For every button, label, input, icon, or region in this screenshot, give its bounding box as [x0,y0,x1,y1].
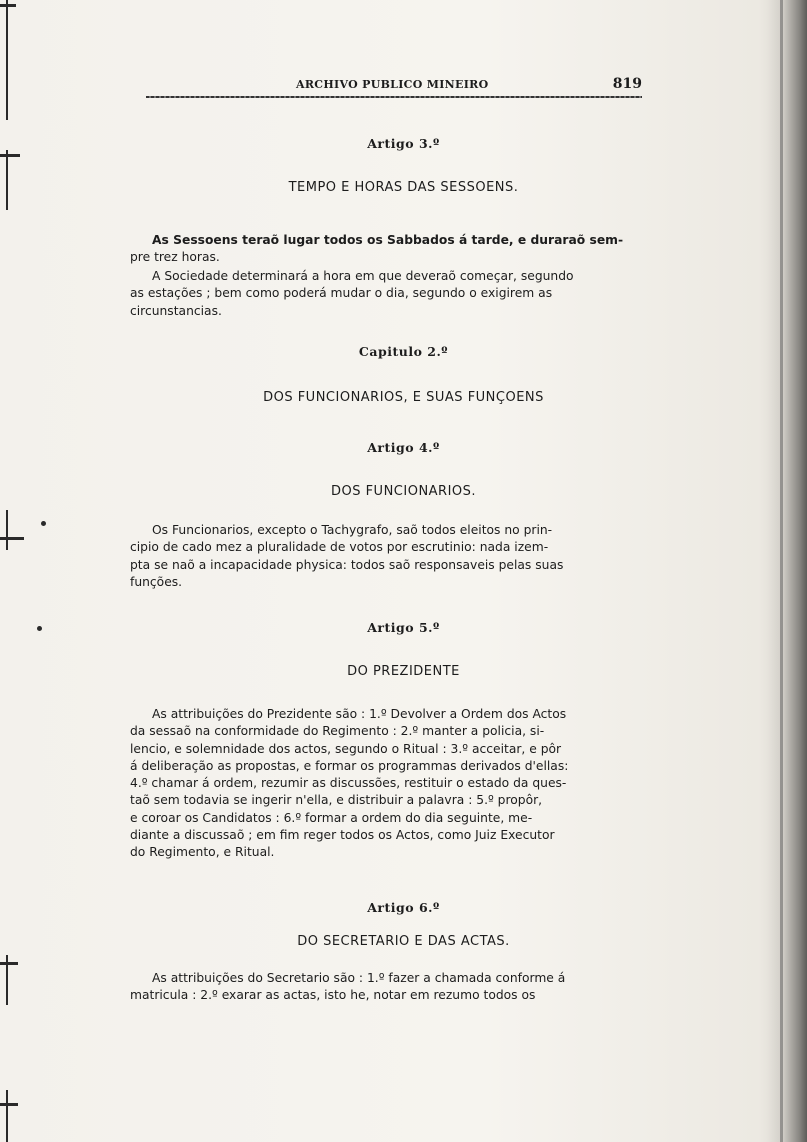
text-line: circunstancias. [130,303,222,318]
text-line: As attribuições do Secretario são : 1.º fazer a chamada conforme á [152,971,566,985]
article-6-paragraph-1 [130,970,640,1005]
binding-edge-tick [0,1103,18,1106]
article-4-heading: DOS FUNCIONARIOS. [330,484,477,499]
text-line: pta se naõ a incapacidade physica: todos saõ responsaveis pelas suas [130,557,564,572]
binding-edge-line [6,1090,8,1142]
text-line: taõ sem todavia se ingerir n'ella, e distribuir a palavra : 5.º propôr, [130,793,543,808]
text-line: A Sociedade determinará a hora em que deveraõ começar, segundo [152,269,574,283]
page-number: 819 [612,76,642,92]
text-line: do Regimento, e Ritual. [130,845,275,860]
article-6-title: Artigo 6.º [367,900,440,915]
text-line: funções. [130,574,183,589]
article-5-heading: DO PREZIDENTE [347,664,460,679]
running-head: ARCHIVO PUBLICO MINEIRO [296,78,489,91]
page-header [146,76,642,98]
binding-edge-line [6,0,8,120]
chapter-2-heading: DOS FUNCIONARIOS, E SUAS FUNÇOENS [263,390,544,405]
text-line: á deliberação as propostas, e formar os programmas derivados d'ellas: [130,758,569,773]
text-line: lencio, e solemnidade dos actos, segundo o Ritual : 3.º acceitar, e pôr [130,741,562,756]
text-line: e coroar os Candidatos : 6.º formar a ordem do dia seguinte, me- [130,810,533,825]
article-5-title: Artigo 5.º [367,620,440,635]
text-line: as estações ; bem como poderá mudar o dia, segundo o exigirem as [130,286,553,301]
binding-edge-tick [0,962,18,965]
article-5-paragraph-1 [130,706,640,862]
binding-edge-tick [0,154,20,157]
text-line: matricula : 2.º exarar as actas, isto he, notar em rezumo todos os [130,988,536,1003]
scan-edge-shadow [767,0,807,1142]
text-line: 4.º chamar á ordem, rezumir as discussões, restituir o estado da ques- [130,776,567,791]
text-line: cipio de cado mez a pluralidade de votos por escrutinio: nada izem- [130,540,549,555]
text-line: diante a discussaõ ; em fim reger todos os Actos, como Juiz Executor [130,828,555,843]
chapter-2-title: Capitulo 2.º [358,344,449,359]
binding-edge-tick [0,537,24,540]
article-3-paragraph-2 [130,268,640,320]
binding-edge-tick [0,4,16,7]
article-3-heading: TEMPO E HORAS DAS SESSOENS. [288,180,519,195]
text-line: Os Funcionarios, excepto o Tachygrafo, saõ todos eleitos no prin- [152,523,553,537]
text-line: pre trez horas. [130,250,220,265]
text-line: As attribuições do Prezidente são : 1.º Devolver a Ordem dos Actos [152,707,567,721]
text-line: As Sessoens teraõ lugar todos os Sabbados á tarde, e duraraõ sem- [152,233,624,247]
scan-edge-line [780,0,783,1142]
header-rule [146,96,642,98]
article-3-paragraph-1 [130,232,640,267]
article-3-title: Artigo 3.º [367,136,440,151]
text-line: da sessaõ na conformidade do Regimento : 2.º manter a policia, si- [130,724,545,739]
article-4-title: Artigo 4.º [367,440,440,455]
binding-edge-dot [41,521,46,526]
binding-edge-line [6,510,8,550]
article-6-heading: DO SECRETARIO E DAS ACTAS. [297,934,510,949]
article-4-paragraph-1 [130,522,640,591]
